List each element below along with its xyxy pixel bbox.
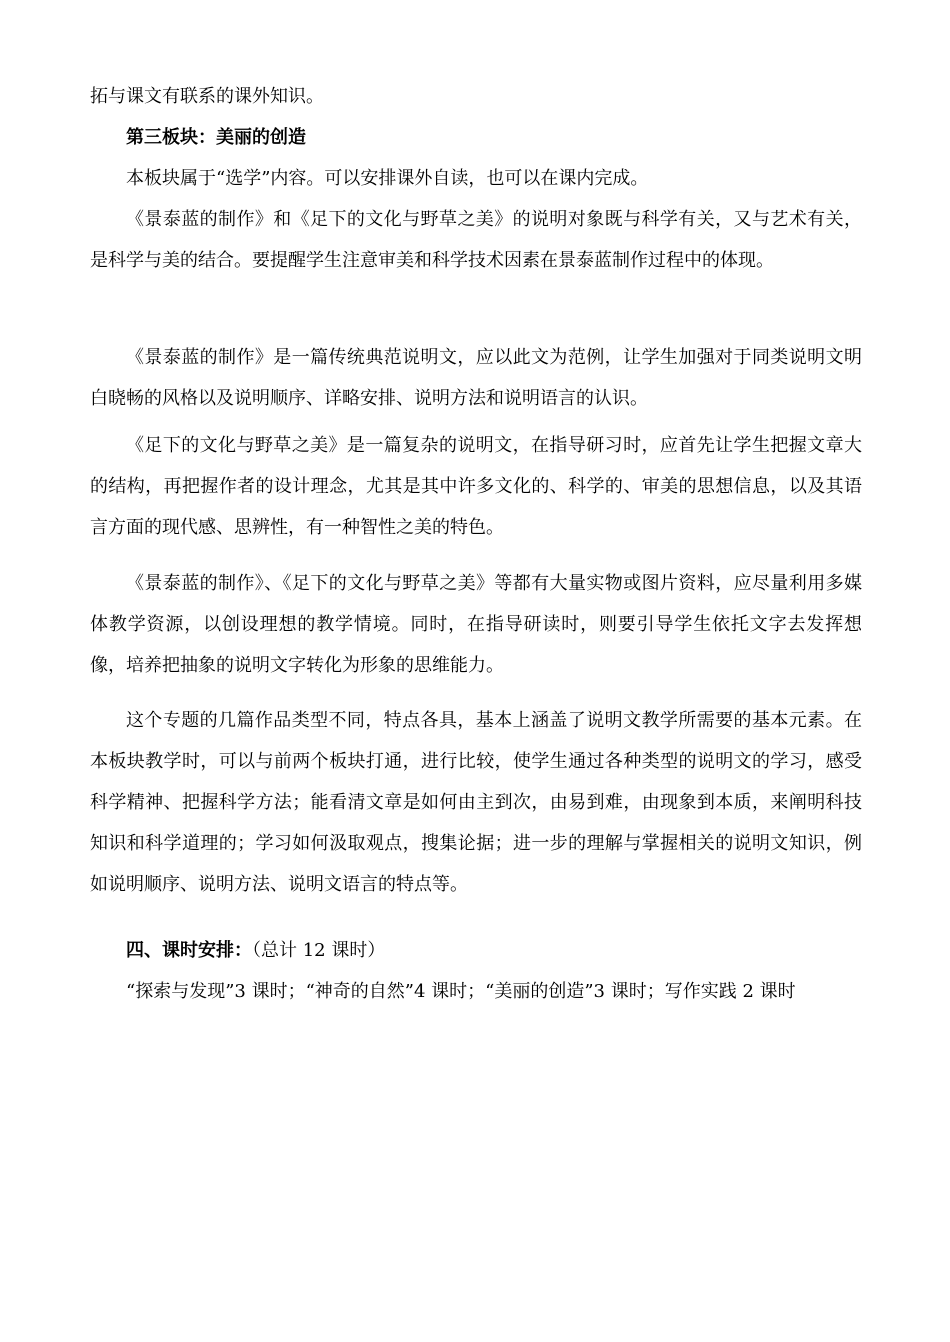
paragraph-cloisonne-model: 《景泰蓝的制作》是一篇传统典范说明文，应以此文为范例，让学生加强对于同类说明文明白晓畅的风格以及说明顺序、详略安排、说明方法和说明语言的认识。 (90, 347, 862, 409)
continuation-line: 拓与课文有联系的课外知识。 (90, 86, 324, 107)
paragraph-selective-reading: 本板块属于“选学”内容。可以安排课外自读，也可以在课内完成。 (126, 168, 649, 189)
schedule-line: “探索与发现”3 课时；“神奇的自然”4 课时；“美丽的创造”3 课时；写作实践 2 课时 (126, 981, 796, 1002)
section-four-note: （总计 12 课时） (252, 940, 386, 961)
paragraph-topic-summary: 这个专题的几篇作品类型不同，特点各具，基本上涵盖了说明文教学所需要的基本元素。在本板块教学时，可以与前两个板块打通，进行比较，使学生通过各种类型的说明文的学习，感受科学精神、把握科学方法；能看清文章是如何由主到次，由易到难，由现象到本质，来阐明科技知识和科学道理的；学习如何汲取观点，搜集论据；进一步的理解与掌握相关的说明文知识，例如说明顺序、说明方法、说明文语言的特点等。 (90, 710, 862, 895)
section-four-heading: 四、课时安排： (126, 940, 252, 961)
section-three-heading: 第三板块：美丽的创造 (126, 127, 306, 148)
paragraph-multimedia: 《景泰蓝的制作》、《足下的文化与野草之美》等都有大量实物或图片资料，应尽量利用多媒体教学资源，以创设理想的教学情境。同时，在指导研读时，则要引导学生依托文字去发挥想像，培养把抽象的说明文字转化为形象的思维能力。 (90, 573, 862, 676)
section-four-heading-line (90, 930, 862, 971)
paragraph-science-and-art: 《景泰蓝的制作》和《足下的文化与野草之美》的说明对象既与科学有关，又与艺术有关，是科学与美的结合。要提醒学生注意审美和科学技术因素在景泰蓝制作过程中的体现。 (90, 209, 862, 271)
paragraph-complex-text: 《足下的文化与野草之美》是一篇复杂的说明文，在指导研习时，应首先让学生把握文章大的结构，再把握作者的设计理念，尤其是其中许多文化的、科学的、审美的思想信息，以及其语言方面的现代感、思辨性，有一种智性之美的特色。 (90, 435, 862, 538)
